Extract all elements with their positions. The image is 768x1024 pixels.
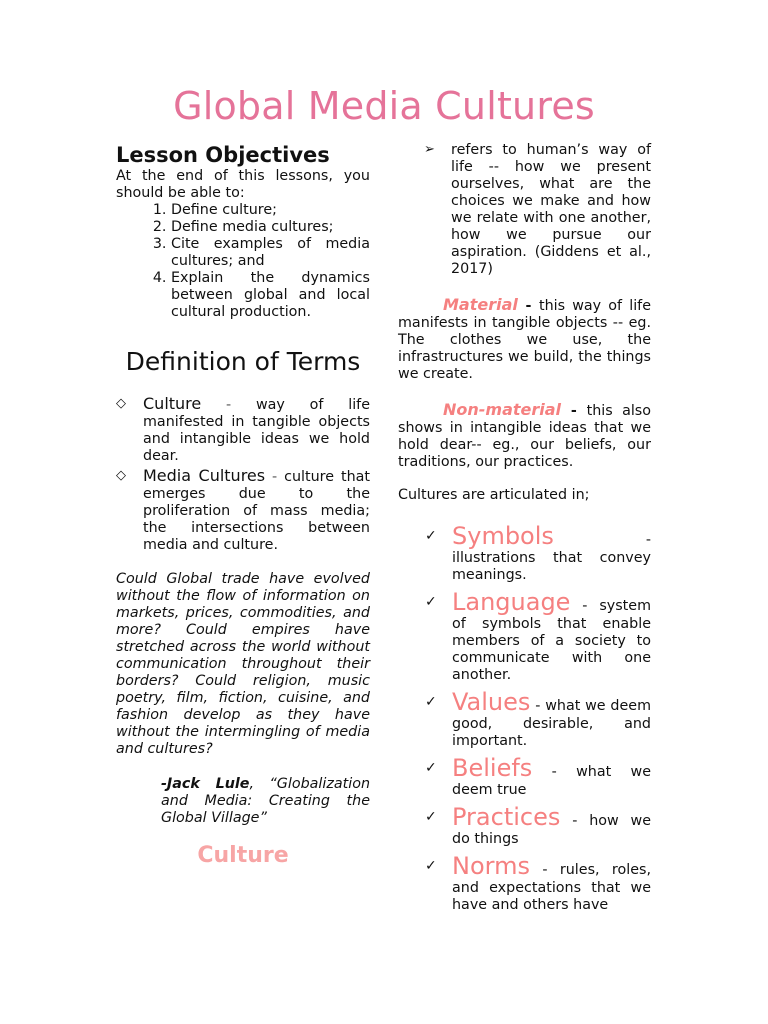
element-name: Norms: [452, 852, 530, 880]
articulated-text: Cultures are articulated in;: [398, 487, 590, 503]
element-separator: -: [529, 862, 560, 878]
quote-author: -Jack Lule: [161, 776, 250, 792]
element-separator: -: [532, 764, 577, 780]
element-text: illustrations that convey meanings.: [452, 550, 651, 583]
element-separator: -: [570, 598, 600, 614]
culture-element-item: [398, 688, 651, 750]
quote-attribution: [116, 776, 370, 827]
culture-element-item: [398, 803, 651, 848]
culture-definition-text: refers to human’s way of life -- how we present ourselves, what are the choices we make and how we relate with one another, how we pursue our aspiration. (Giddens et al., 2017): [451, 142, 651, 277]
element-name: Practices: [452, 803, 561, 831]
objectives-list: [116, 202, 370, 321]
checkmark-icon: ✓: [425, 694, 437, 710]
element-text: rules, roles, and expectations that we have and others have: [452, 862, 651, 913]
element-name: Values: [452, 688, 531, 716]
element-name: Language: [452, 588, 571, 616]
culture-element-item: [398, 852, 651, 914]
lesson-intro: At the end of this lessons, you should be able to:: [116, 168, 370, 201]
element-text: what we deem true: [452, 764, 651, 798]
culture-element-item: [398, 754, 651, 799]
term-separator: -: [201, 397, 256, 413]
definition-heading: Definition of Terms: [125, 347, 361, 376]
material-paragraph: [398, 296, 651, 383]
objective-item: 3. Cite examples of media cultures; and: [171, 236, 370, 270]
left-column: [116, 142, 371, 868]
material-label: Material: [443, 295, 518, 314]
quote-source: , “Globalization and Media: Creating the Global Village”: [161, 776, 370, 826]
element-separator: -: [530, 698, 546, 714]
element-name: Symbols: [452, 522, 554, 550]
arrow-bullet-icon: ➢: [424, 142, 435, 157]
diamond-bullet-icon: ◇: [116, 468, 126, 483]
term-item: [116, 395, 370, 465]
page-title: Global Media Cultures: [173, 84, 595, 128]
element-text: what we deem good, desirable, and important.: [452, 698, 651, 749]
term-name: Media Cultures: [143, 466, 266, 485]
culture-element-item: [398, 522, 651, 584]
nonmaterial-text: this also shows in intangible ideas that we hold dear-- eg., our beliefs, our traditions, our practices.: [398, 403, 652, 470]
material-separator: -: [517, 298, 539, 314]
culture-heading: Culture: [197, 843, 289, 868]
term-item: [116, 467, 370, 554]
nonmaterial-label: Non-material: [443, 400, 562, 419]
right-column: [398, 142, 651, 918]
culture-elements-list: [398, 522, 651, 914]
term-text: way of life manifested in tangible objects and intangible ideas we hold dear.: [143, 397, 370, 464]
checkmark-icon: ✓: [425, 809, 437, 825]
diamond-bullet-icon: ◇: [116, 396, 126, 411]
element-text: system of symbols that enable members of a society to communicate with one another.: [452, 598, 651, 683]
element-separator: -: [553, 532, 651, 548]
material-text: this way of life manifests in tangible objects -- eg. The clothes we use, the infrastructures we build, the things we create.: [398, 298, 651, 382]
element-name: Beliefs: [452, 754, 533, 782]
objective-item: 1. Define culture;: [171, 202, 370, 219]
element-text: how we do things: [452, 813, 651, 847]
culture-definition: [398, 142, 651, 278]
lesson-objectives-heading: Lesson Objectives: [116, 143, 330, 167]
term-separator: -: [265, 469, 285, 485]
checkmark-icon: ✓: [425, 760, 437, 776]
element-separator: -: [560, 813, 590, 829]
nonmaterial-separator: -: [561, 403, 587, 419]
objective-item: 2. Define media cultures;: [171, 219, 370, 236]
term-text: culture that emerges due to the proliferation of mass media; the intersections between media and culture.: [143, 469, 371, 553]
objective-item: 4. Explain the dynamics between global and local cultural production.: [171, 270, 370, 321]
checkmark-icon: ✓: [425, 594, 437, 610]
nonmaterial-paragraph: [398, 401, 651, 471]
term-name: Culture: [143, 394, 202, 413]
terms-list: [116, 395, 370, 554]
quote-text: Could Global trade have evolved without the flow of information on markets, prices, commodities, and more? Could empires have stretched across the world without communication throughout their borders? Could religion, music poetry, film, fiction, cuisine, and fashion develop as they have without the intermingling of media and cultures?: [116, 571, 370, 757]
checkmark-icon: ✓: [425, 858, 437, 874]
culture-element-item: [398, 588, 651, 684]
checkmark-icon: ✓: [425, 528, 437, 544]
